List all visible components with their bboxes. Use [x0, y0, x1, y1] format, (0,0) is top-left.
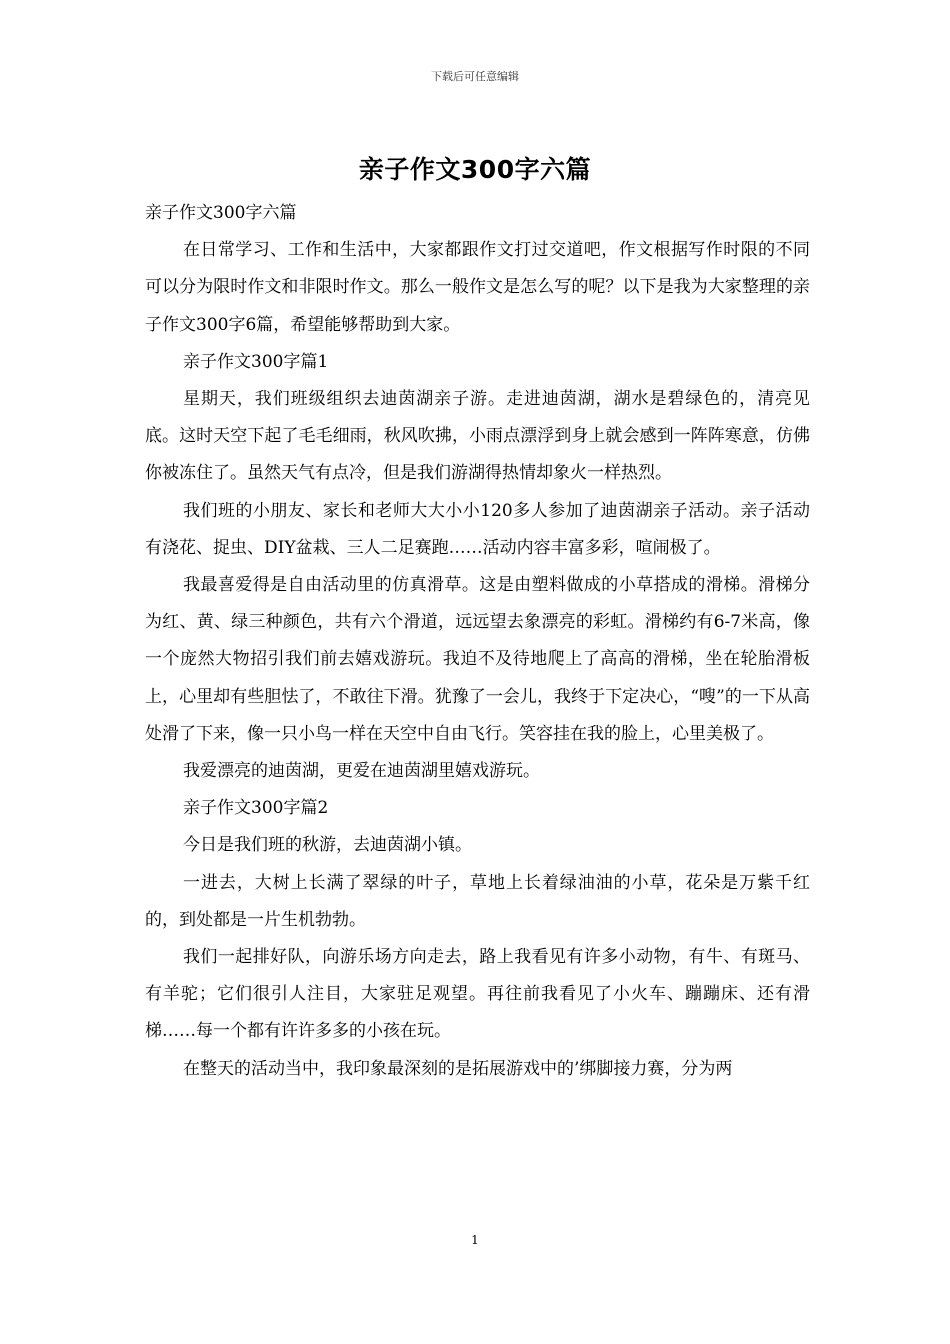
- body-paragraph: 我们班的小朋友、家长和老师大大小小120多人参加了迪茵湖亲子活动。亲子活动有浇花、捉虫、DIY盆栽、三人二足赛跑……活动内容丰富多彩，喧闹极了。: [145, 500, 810, 558]
- body-paragraph: 在整天的活动当中，我印象最深刻的是拓展游戏中的’绑脚接力赛，分为两: [183, 1058, 733, 1079]
- body-paragraph: 一进去，大树上长满了翠绿的叶子，草地上长着绿油油的小草，花朵是万紫千红的，到处都是一片生机勃勃。: [145, 872, 810, 930]
- section-heading-2: 亲子作文300字篇2: [183, 798, 329, 819]
- document-body: [145, 195, 810, 1088]
- body-paragraph: 我们一起排好队，向游乐场方向走去，路上我看见有许多小动物，有牛、有斑马、有羊驼；它们很引人注目，大家驻足观望。再往前我看见了小火车、蹦蹦床、还有滑梯……每一个都有许许多多的小孩在玩。: [145, 947, 810, 1042]
- header-note: 下载后可任意编辑: [431, 70, 519, 83]
- page-number: 1: [471, 1233, 479, 1247]
- intro-paragraph: 在日常学习、工作和生活中，大家都跟作文打过交道吧，作文根据写作时限的不同可以分为限时作文和非限时作文。那么一般作文是怎么写的呢？以下是我为大家整理的亲子作文300字6篇，希望能够帮助到大家。: [145, 240, 810, 335]
- document-title: 亲子作文300字六篇: [358, 155, 592, 184]
- body-paragraph: 今日是我们班的秋游，去迪茵湖小镇。: [183, 835, 472, 856]
- section-heading-1: 亲子作文300字篇1: [183, 351, 329, 372]
- subtitle-paragraph: 亲子作文300字六篇: [145, 203, 297, 223]
- body-paragraph: 我最喜爱得是自由活动里的仿真滑草。这是由塑料做成的小草搭成的滑梯。滑梯分为红、黄、绿三种颜色，共有六个滑道，远远望去象漂亮的彩虹。滑梯约有6-7米高，像一个庞然大物招引我们前去嬉戏游玩。我迫不及待地爬上了高高的滑梯，坐在轮胎滑板上，心里却有些胆怯了，不敢往下滑。犹豫了一会儿，我终于下定决心，“嗖”的一下从高处滑了下来，像一只小鸟一样在天空中自由飞行。笑容挂在我的脸上，心里美极了。: [145, 575, 810, 744]
- body-paragraph: 星期天，我们班级组织去迪茵湖亲子游。走进迪茵湖，湖水是碧绿色的，清亮见底。这时天空下起了毛毛细雨，秋风吹拂，小雨点漂浮到身上就会感到一阵阵寒意，仿佛你被冻住了。虽然天气有点冷，但是我们游湖得热情却象火一样热烈。: [145, 389, 810, 484]
- body-paragraph: 我爱漂亮的迪茵湖，更爱在迪茵湖里嬉戏游玩。: [183, 761, 540, 782]
